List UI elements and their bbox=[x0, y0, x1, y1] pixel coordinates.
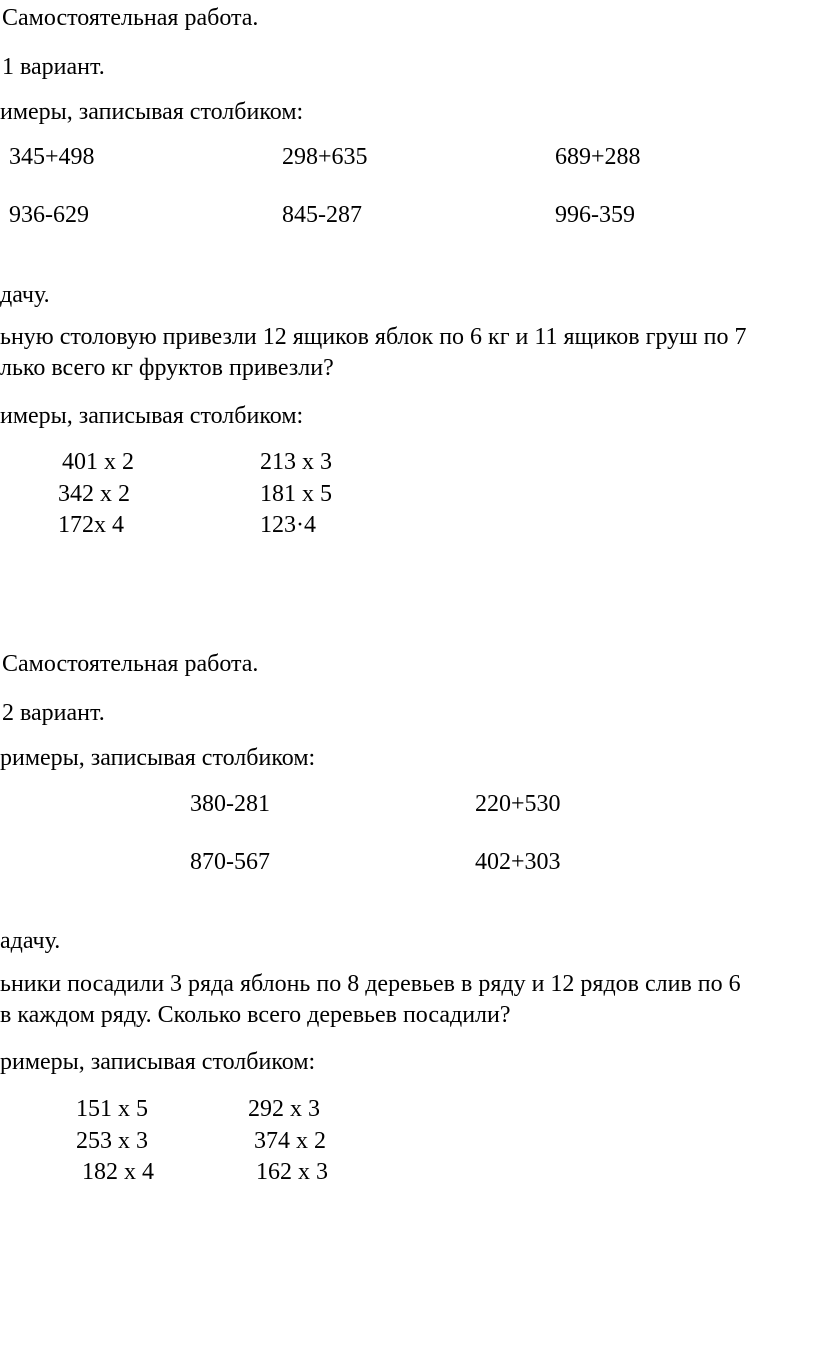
v2-example-2-1: 870-567 bbox=[190, 849, 270, 875]
v1-mult-2-1: 342 x 2 bbox=[58, 481, 130, 507]
v1-example-1-2: 298+635 bbox=[282, 144, 368, 170]
v2-example-2-2: 402+303 bbox=[475, 849, 561, 875]
v2-task1-instruction: римеры, записывая столбиком: bbox=[0, 745, 316, 771]
v2-mult-3-1: 182 x 4 bbox=[82, 1159, 154, 1185]
v1-task3-instruction: имеры, записывая столбиком: bbox=[0, 403, 304, 429]
v1-example-2-2: 845-287 bbox=[282, 202, 362, 228]
v2-problem-line-2: в каждом ряду. Сколько всего деревьев посадили? bbox=[0, 1002, 511, 1028]
v2-example-1-1: 380-281 bbox=[190, 791, 270, 817]
v1-problem-line-1: ьную столовую привезли 12 ящиков яблок по 6 кг и 11 ящиков груш по 7 bbox=[0, 324, 747, 350]
v2-title: Самостоятельная работа. bbox=[2, 651, 259, 677]
v1-mult-2-2: 181 x 5 bbox=[260, 481, 332, 507]
v1-mult-3-1: 172x 4 bbox=[58, 512, 124, 538]
v1-task2-heading: дачу. bbox=[0, 282, 50, 308]
v1-example-2-1: 936-629 bbox=[9, 202, 89, 228]
v1-mult-3-2: 123·4 bbox=[260, 512, 316, 538]
v2-task3-instruction: римеры, записывая столбиком: bbox=[0, 1049, 316, 1075]
v2-problem-line-1: ьники посадили 3 ряда яблонь по 8 деревьев в ряду и 12 рядов слив по 6 bbox=[0, 971, 741, 997]
v2-mult-1-2: 292 x 3 bbox=[248, 1096, 320, 1122]
v2-mult-2-1: 253 x 3 bbox=[76, 1128, 148, 1154]
v1-example-2-3: 996-359 bbox=[555, 202, 635, 228]
v1-example-1-1: 345+498 bbox=[9, 144, 95, 170]
v2-mult-3-2: 162 x 3 bbox=[256, 1159, 328, 1185]
v2-mult-1-1: 151 x 5 bbox=[76, 1096, 148, 1122]
v2-variant-label: 2 вариант. bbox=[2, 700, 105, 726]
v1-mult-1-1: 401 x 2 bbox=[62, 449, 134, 475]
v1-variant-label: 1 вариант. bbox=[2, 54, 105, 80]
v1-title: Самостоятельная работа. bbox=[2, 5, 259, 31]
v2-task2-heading: адачу. bbox=[0, 928, 61, 954]
v1-mult-1-2: 213 x 3 bbox=[260, 449, 332, 475]
v1-task1-instruction: имеры, записывая столбиком: bbox=[0, 99, 304, 125]
v1-example-1-3: 689+288 bbox=[555, 144, 641, 170]
v2-mult-2-2: 374 x 2 bbox=[254, 1128, 326, 1154]
v2-example-1-2: 220+530 bbox=[475, 791, 561, 817]
v1-problem-line-2: лько всего кг фруктов привезли? bbox=[0, 355, 334, 381]
